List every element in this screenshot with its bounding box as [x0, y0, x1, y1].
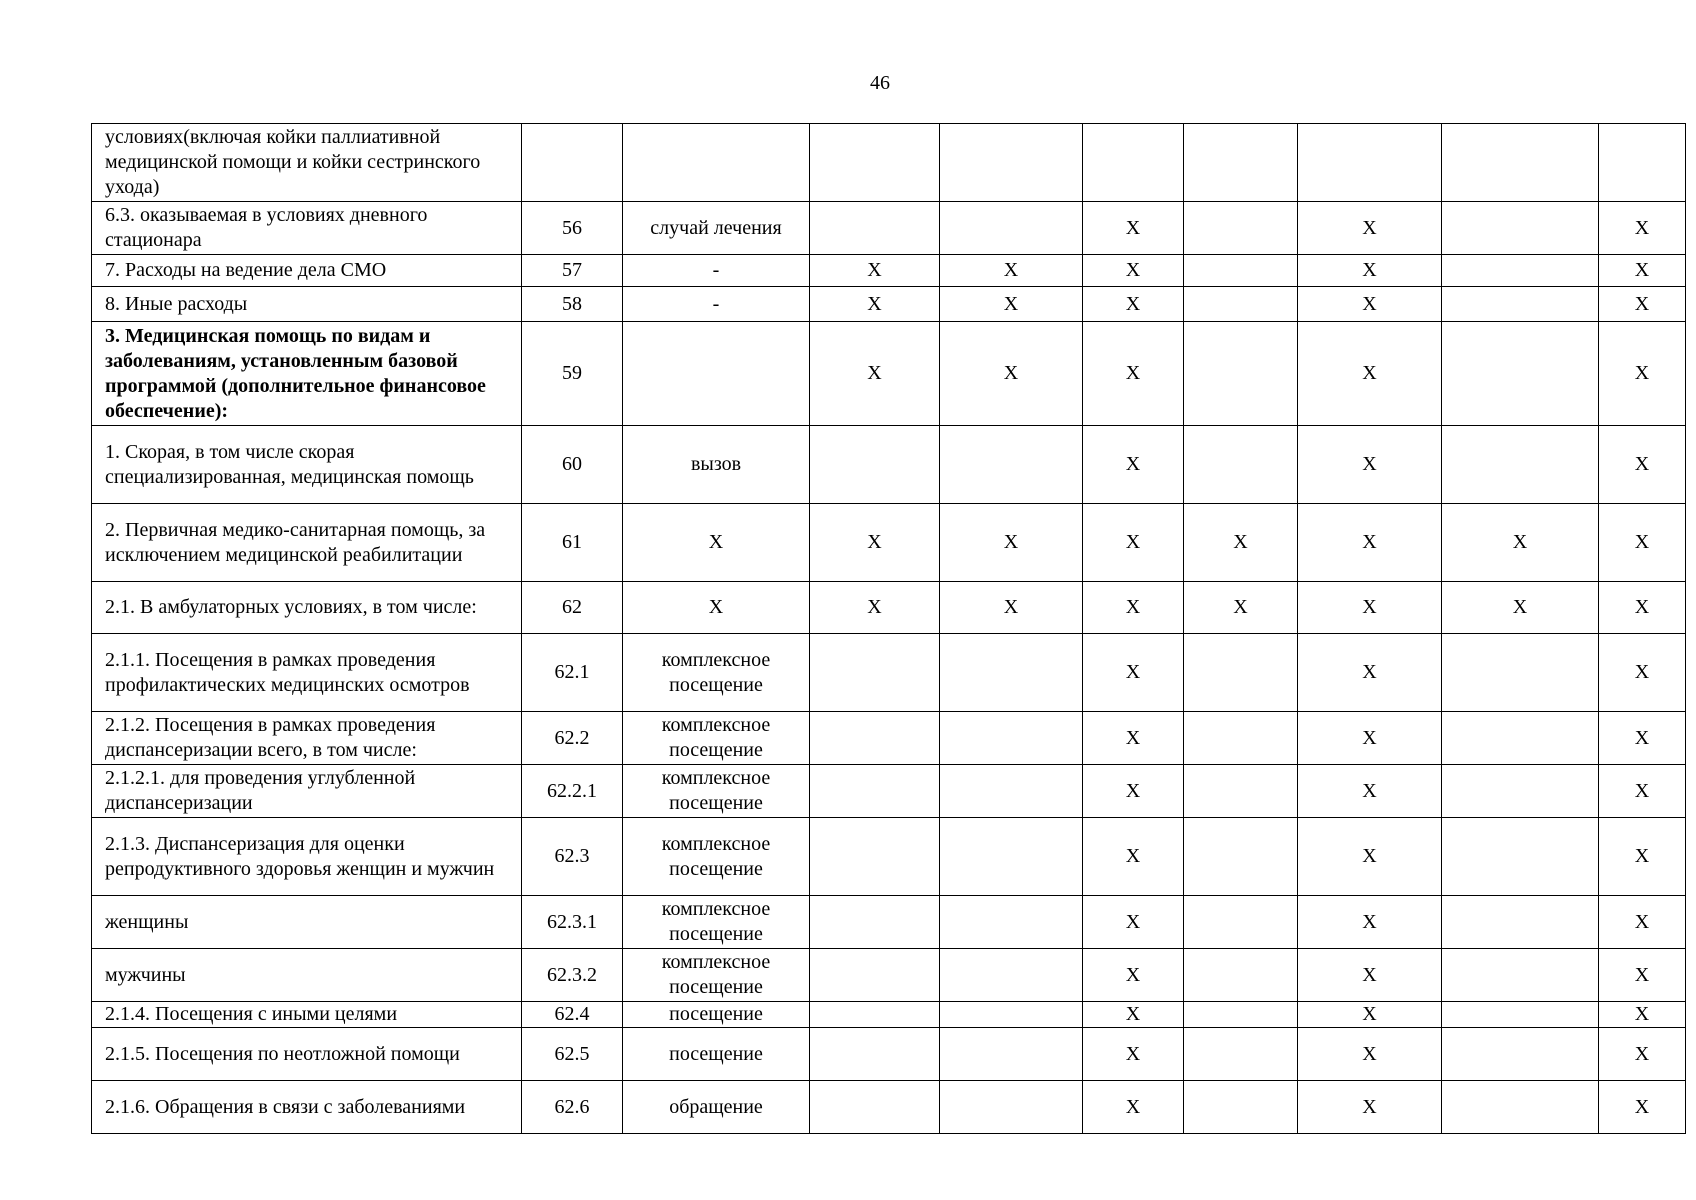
table-row	[92, 124, 1686, 202]
cell-unit: X	[623, 504, 810, 582]
table-row	[92, 765, 1686, 818]
cell-col9: X	[1599, 202, 1686, 255]
cell-unit: -	[623, 255, 810, 287]
cell-unit: случай лечения	[623, 202, 810, 255]
cell-unit: вызов	[623, 426, 810, 504]
cell-col8	[1442, 949, 1599, 1002]
cell-col4	[940, 1081, 1083, 1134]
cell-col8	[1442, 287, 1599, 322]
cell-col8	[1442, 1081, 1599, 1134]
cell-unit: -	[623, 287, 810, 322]
cell-col7: X	[1298, 1002, 1442, 1028]
cell-col6	[1184, 322, 1298, 426]
cell-code: 62.2.1	[522, 765, 623, 818]
cell-col3: X	[810, 322, 940, 426]
cell-col4	[940, 426, 1083, 504]
cell-col6	[1184, 765, 1298, 818]
table-row	[92, 1002, 1686, 1028]
cell-col8	[1442, 1002, 1599, 1028]
cell-unit: посещение	[623, 1002, 810, 1028]
cell-col7	[1298, 124, 1442, 202]
cell-col7: X	[1298, 1081, 1442, 1134]
table-row	[92, 634, 1686, 712]
cell-col6	[1184, 949, 1298, 1002]
cell-col4	[940, 949, 1083, 1002]
cell-col3	[810, 712, 940, 765]
table-row	[92, 504, 1686, 582]
cell-col4	[940, 712, 1083, 765]
table-row	[92, 582, 1686, 634]
cell-name: 2.1.6. Обращения в связи с заболеваниями	[92, 1081, 522, 1134]
cell-col4	[940, 765, 1083, 818]
cell-col8	[1442, 124, 1599, 202]
cell-col7: X	[1298, 818, 1442, 896]
cell-name: 2.1.2. Посещения в рамках проведения диспансеризации всего, в том числе:	[92, 712, 522, 765]
cell-code: 62.5	[522, 1028, 623, 1081]
cell-unit: посещение	[623, 1028, 810, 1081]
cell-code: 62.2	[522, 712, 623, 765]
cell-col7: X	[1298, 426, 1442, 504]
cell-col4	[940, 202, 1083, 255]
table-row	[92, 949, 1686, 1002]
cell-name: женщины	[92, 896, 522, 949]
cell-col8	[1442, 634, 1599, 712]
cell-col5: X	[1083, 1028, 1184, 1081]
cell-col5: X	[1083, 255, 1184, 287]
cell-name: 2.1. В амбулаторных условиях, в том числе:	[92, 582, 522, 634]
cell-col4: X	[940, 582, 1083, 634]
cell-col6: X	[1184, 504, 1298, 582]
cell-col7: X	[1298, 287, 1442, 322]
cell-unit: комплексное посещение	[623, 634, 810, 712]
cell-col8	[1442, 818, 1599, 896]
cell-col4: X	[940, 255, 1083, 287]
cell-code: 62.3.1	[522, 896, 623, 949]
cell-col5: X	[1083, 582, 1184, 634]
cell-col5: X	[1083, 1081, 1184, 1134]
cell-col7: X	[1298, 582, 1442, 634]
cell-col3	[810, 896, 940, 949]
cell-col3	[810, 202, 940, 255]
cell-name: условиях(включая койки паллиативной медицинской помощи и койки сестринского ухода)	[92, 124, 522, 202]
cell-col6	[1184, 1028, 1298, 1081]
cell-col4	[940, 124, 1083, 202]
cell-col7: X	[1298, 255, 1442, 287]
cell-col3	[810, 765, 940, 818]
table-row	[92, 322, 1686, 426]
cell-code: 58	[522, 287, 623, 322]
cell-col6	[1184, 1081, 1298, 1134]
cell-col3: X	[810, 582, 940, 634]
cell-col3: X	[810, 255, 940, 287]
cell-code: 62	[522, 582, 623, 634]
cell-col3	[810, 634, 940, 712]
cell-col9: X	[1599, 1081, 1686, 1134]
cell-name: 8. Иные расходы	[92, 287, 522, 322]
cell-col5: X	[1083, 896, 1184, 949]
cell-unit	[623, 322, 810, 426]
cell-col3	[810, 124, 940, 202]
cell-col8	[1442, 202, 1599, 255]
cell-col7: X	[1298, 949, 1442, 1002]
cell-unit: комплексное посещение	[623, 765, 810, 818]
cell-col9: X	[1599, 949, 1686, 1002]
table-row	[92, 287, 1686, 322]
cell-col9: X	[1599, 634, 1686, 712]
cell-col8	[1442, 426, 1599, 504]
cell-col5: X	[1083, 202, 1184, 255]
cell-col6	[1184, 1002, 1298, 1028]
cell-col9: X	[1599, 1028, 1686, 1081]
cell-col6	[1184, 634, 1298, 712]
cell-col6	[1184, 818, 1298, 896]
cell-unit: комплексное посещение	[623, 712, 810, 765]
cell-name: 2.1.5. Посещения по неотложной помощи	[92, 1028, 522, 1081]
cell-code: 59	[522, 322, 623, 426]
cell-code: 62.4	[522, 1002, 623, 1028]
cell-name: 2.1.3. Диспансеризация для оценки репродуктивного здоровья женщин и мужчин	[92, 818, 522, 896]
cell-col9: X	[1599, 426, 1686, 504]
cell-col5: X	[1083, 287, 1184, 322]
cell-col4	[940, 896, 1083, 949]
cell-name: 2.1.4. Посещения с иными целями	[92, 1002, 522, 1028]
cell-col8	[1442, 765, 1599, 818]
cell-col9	[1599, 124, 1686, 202]
cell-col9: X	[1599, 582, 1686, 634]
cell-col9: X	[1599, 765, 1686, 818]
data-table	[91, 123, 1686, 1134]
cell-col4: X	[940, 322, 1083, 426]
cell-col5: X	[1083, 322, 1184, 426]
cell-col8: X	[1442, 504, 1599, 582]
cell-col9: X	[1599, 818, 1686, 896]
cell-col3	[810, 949, 940, 1002]
cell-col4	[940, 1002, 1083, 1028]
cell-col6	[1184, 287, 1298, 322]
cell-col5: X	[1083, 1002, 1184, 1028]
cell-col9: X	[1599, 255, 1686, 287]
cell-col5: X	[1083, 504, 1184, 582]
cell-code: 60	[522, 426, 623, 504]
table-row	[92, 896, 1686, 949]
cell-col4	[940, 818, 1083, 896]
cell-col7: X	[1298, 504, 1442, 582]
cell-col9: X	[1599, 287, 1686, 322]
cell-col8	[1442, 896, 1599, 949]
cell-col7: X	[1298, 896, 1442, 949]
table-row	[92, 818, 1686, 896]
cell-unit: комплексное посещение	[623, 818, 810, 896]
table-row	[92, 202, 1686, 255]
table-row	[92, 1081, 1686, 1134]
cell-col5: X	[1083, 634, 1184, 712]
cell-col4: X	[940, 504, 1083, 582]
cell-unit: обращение	[623, 1081, 810, 1134]
cell-name: мужчины	[92, 949, 522, 1002]
cell-col4: X	[940, 287, 1083, 322]
cell-unit	[623, 124, 810, 202]
cell-name: 6.3. оказываемая в условиях дневного стационара	[92, 202, 522, 255]
cell-name: 2.1.2.1. для проведения углубленной диспансеризации	[92, 765, 522, 818]
table-row	[92, 712, 1686, 765]
cell-col3: X	[810, 287, 940, 322]
table-row	[92, 1028, 1686, 1081]
cell-col5: X	[1083, 426, 1184, 504]
cell-col7: X	[1298, 765, 1442, 818]
cell-code: 62.3.2	[522, 949, 623, 1002]
cell-col8	[1442, 1028, 1599, 1081]
cell-code: 56	[522, 202, 623, 255]
cell-code: 62.1	[522, 634, 623, 712]
cell-col5: X	[1083, 765, 1184, 818]
cell-col9: X	[1599, 896, 1686, 949]
cell-name: 2.1.1. Посещения в рамках проведения профилактических медицинских осмотров	[92, 634, 522, 712]
page-number: 46	[870, 72, 890, 94]
cell-unit: комплексное посещение	[623, 896, 810, 949]
cell-col7: X	[1298, 202, 1442, 255]
cell-col9: X	[1599, 712, 1686, 765]
table-row	[92, 426, 1686, 504]
cell-col3	[810, 426, 940, 504]
cell-name: 1. Скорая, в том числе скорая специализированная, медицинская помощь	[92, 426, 522, 504]
cell-col8: X	[1442, 582, 1599, 634]
cell-col7: X	[1298, 634, 1442, 712]
cell-col3	[810, 818, 940, 896]
cell-col5: X	[1083, 818, 1184, 896]
cell-col6	[1184, 712, 1298, 765]
cell-col9: X	[1599, 322, 1686, 426]
cell-col3	[810, 1081, 940, 1134]
cell-col6	[1184, 426, 1298, 504]
cell-col9: X	[1599, 1002, 1686, 1028]
cell-code: 61	[522, 504, 623, 582]
table-body	[92, 124, 1686, 1134]
cell-unit: X	[623, 582, 810, 634]
cell-col6	[1184, 202, 1298, 255]
cell-col5: X	[1083, 949, 1184, 1002]
cell-name: 7. Расходы на ведение дела СМО	[92, 255, 522, 287]
cell-col5	[1083, 124, 1184, 202]
cell-col3: X	[810, 504, 940, 582]
cell-col3	[810, 1002, 940, 1028]
cell-col8	[1442, 712, 1599, 765]
cell-code	[522, 124, 623, 202]
cell-col7: X	[1298, 712, 1442, 765]
cell-col4	[940, 634, 1083, 712]
cell-col5: X	[1083, 712, 1184, 765]
cell-col3	[810, 1028, 940, 1081]
cell-name: 2. Первичная медико-санитарная помощь, за исключением медицинской реабилитации	[92, 504, 522, 582]
cell-col4	[940, 1028, 1083, 1081]
cell-col6	[1184, 896, 1298, 949]
cell-col7: X	[1298, 1028, 1442, 1081]
table-row	[92, 255, 1686, 287]
cell-code: 62.6	[522, 1081, 623, 1134]
cell-code: 62.3	[522, 818, 623, 896]
cell-col6	[1184, 255, 1298, 287]
cell-col6: X	[1184, 582, 1298, 634]
cell-col8	[1442, 255, 1599, 287]
cell-col7: X	[1298, 322, 1442, 426]
cell-col9: X	[1599, 504, 1686, 582]
cell-col6	[1184, 124, 1298, 202]
cell-name: 3. Медицинская помощь по видам и заболеваниям, установленным базовой программой (дополнительное финансовое обеспечение):	[92, 322, 522, 426]
cell-col8	[1442, 322, 1599, 426]
cell-unit: комплексное посещение	[623, 949, 810, 1002]
cell-code: 57	[522, 255, 623, 287]
